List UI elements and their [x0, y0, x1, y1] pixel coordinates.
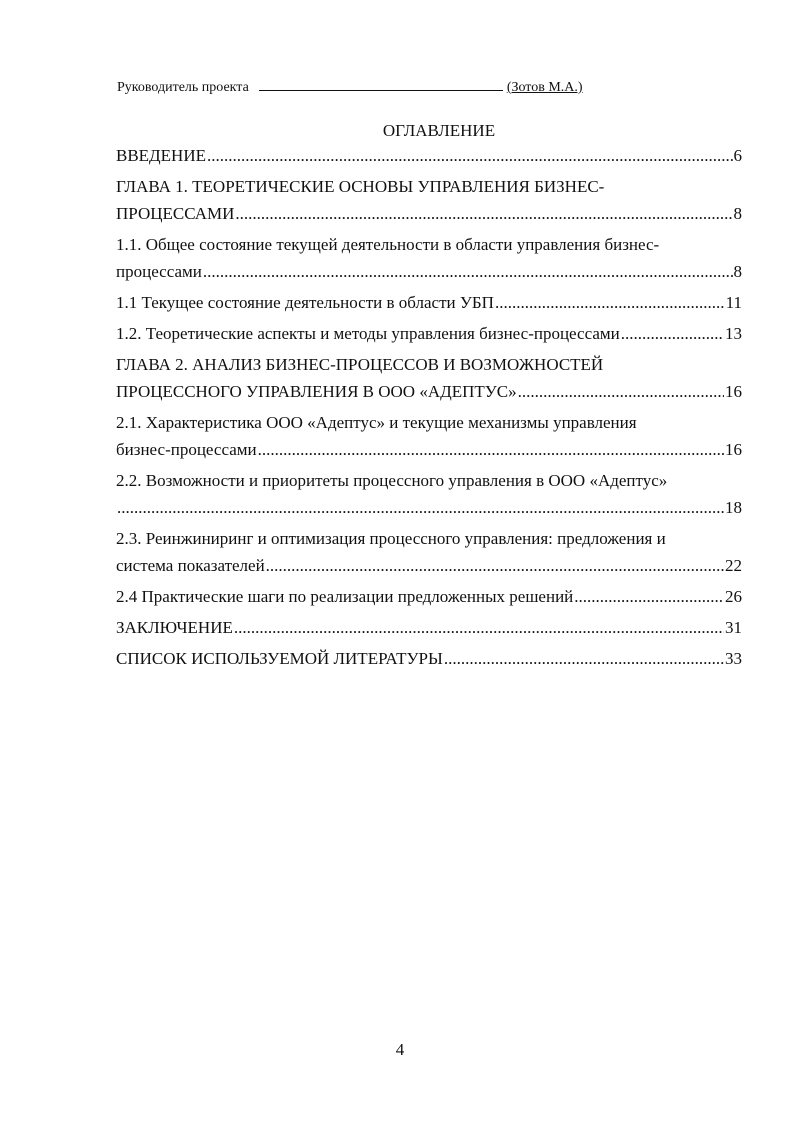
toc-entry-page: 8: [733, 204, 742, 223]
toc-entry-page: 18: [725, 498, 742, 517]
dot-leader: [518, 378, 724, 405]
supervisor-name: (Зотов М.А.): [506, 80, 583, 95]
supervisor-label: Руководитель проекта: [117, 80, 249, 95]
toc-entry-title: 1.2. Теоретические аспекты и методы управления бизнес-процессами: [116, 324, 620, 343]
toc-entry[interactable]: [116, 289, 742, 316]
toc-entry-title-line: 1.1. Общее состояние текущей деятельности в области управления бизнес-: [116, 235, 660, 254]
toc-entry[interactable]: [116, 231, 742, 285]
toc-entry[interactable]: [116, 583, 742, 610]
dot-leader: [235, 200, 732, 227]
toc-entry-title: ПРОЦЕССНОГО УПРАВЛЕНИЯ В ООО «АДЕПТУС»: [116, 382, 517, 401]
toc-entry[interactable]: [116, 173, 742, 227]
toc-entry-leader-line: [116, 200, 742, 227]
toc-entry-title: бизнес-процессами: [116, 440, 257, 459]
toc-entry-page: 16: [725, 440, 742, 459]
dot-leader: [203, 258, 733, 285]
toc-entry-title: ВВЕДЕНИЕ: [116, 146, 206, 165]
toc-entry-page: 16: [725, 382, 742, 401]
toc-entry[interactable]: [116, 614, 742, 641]
dot-leader: [621, 320, 724, 347]
toc-entry-page: 33: [725, 649, 742, 668]
toc-entry-title: система показателей: [116, 556, 265, 575]
toc-entry-leader-line: [116, 289, 742, 316]
toc-entry-leader-line: [116, 583, 742, 610]
toc-entry-page: 11: [725, 293, 742, 312]
toc-entry[interactable]: [116, 467, 742, 521]
toc-entry[interactable]: [116, 409, 742, 463]
toc-entry-title: процессами: [116, 262, 202, 281]
toc-entry-leader-line: [116, 645, 742, 672]
toc-entry-title: 1.1 Текущее состояние деятельности в области УБП: [116, 293, 494, 312]
toc-entry-page: 8: [733, 262, 742, 281]
page-number: 4: [395, 1040, 405, 1059]
dot-leader: [444, 645, 724, 672]
dot-leader: [266, 552, 724, 579]
toc-entry-page: 6: [733, 146, 742, 165]
dot-leader: [117, 494, 724, 521]
signature-line: [259, 76, 503, 91]
dot-leader: [574, 583, 724, 610]
toc-entry-leader-line: [116, 436, 742, 463]
toc-entry-title: ЗАКЛЮЧЕНИЕ: [116, 618, 233, 637]
toc-entry-leader-line: [116, 142, 742, 169]
toc-entry[interactable]: [116, 645, 742, 672]
toc-entry-title: 2.4 Практические шаги по реализации предложенных решений: [116, 587, 574, 606]
toc-entry-title-line: 2.2. Возможности и приоритеты процессного управления в ООО «Адептус»: [116, 471, 668, 490]
toc-entry-leader-line: [116, 552, 742, 579]
toc-entry-title: СПИСОК ИСПОЛЬЗУЕМОЙ ЛИТЕРАТУРЫ: [116, 649, 443, 668]
toc-entry-title-line: 2.3. Реинжиниринг и оптимизация процессного управления: предложения и: [116, 529, 666, 548]
toc-entry[interactable]: [116, 351, 742, 405]
supervisor-line: [117, 76, 637, 96]
dot-leader: [495, 289, 725, 316]
toc-entry-title-line: ГЛАВА 1. ТЕОРЕТИЧЕСКИЕ ОСНОВЫ УПРАВЛЕНИЯ БИЗНЕС-: [116, 177, 605, 196]
toc-entry-leader-line: [116, 614, 742, 641]
toc-entry[interactable]: [116, 525, 742, 579]
toc-entry-leader-line: [116, 378, 742, 405]
toc-entry-leader-line: [116, 258, 742, 285]
dot-leader: [234, 614, 724, 641]
dot-leader: [258, 436, 724, 463]
toc-entry-page: 31: [725, 618, 742, 637]
toc-entry-page: 26: [725, 587, 742, 606]
toc-entry-leader-line: [116, 494, 742, 521]
toc-entries: [116, 142, 742, 672]
toc-entry-leader-line: [116, 320, 742, 347]
toc-entry-page: 13: [725, 324, 742, 343]
toc-entry[interactable]: [116, 320, 742, 347]
toc-entry-title: ПРОЦЕССАМИ: [116, 204, 235, 223]
toc-entry[interactable]: [116, 142, 742, 169]
table-of-contents: [116, 120, 742, 676]
toc-title: ОГЛАВЛЕНИЕ: [382, 121, 496, 140]
toc-entry-title-line: 2.1. Характеристика ООО «Адептус» и текущие механизмы управления: [116, 413, 637, 432]
dot-leader: [207, 142, 733, 169]
toc-entry-page: 22: [725, 556, 742, 575]
toc-entry-title-line: ГЛАВА 2. АНАЛИЗ БИЗНЕС-ПРОЦЕССОВ И ВОЗМОЖНОСТЕЙ: [116, 355, 604, 374]
